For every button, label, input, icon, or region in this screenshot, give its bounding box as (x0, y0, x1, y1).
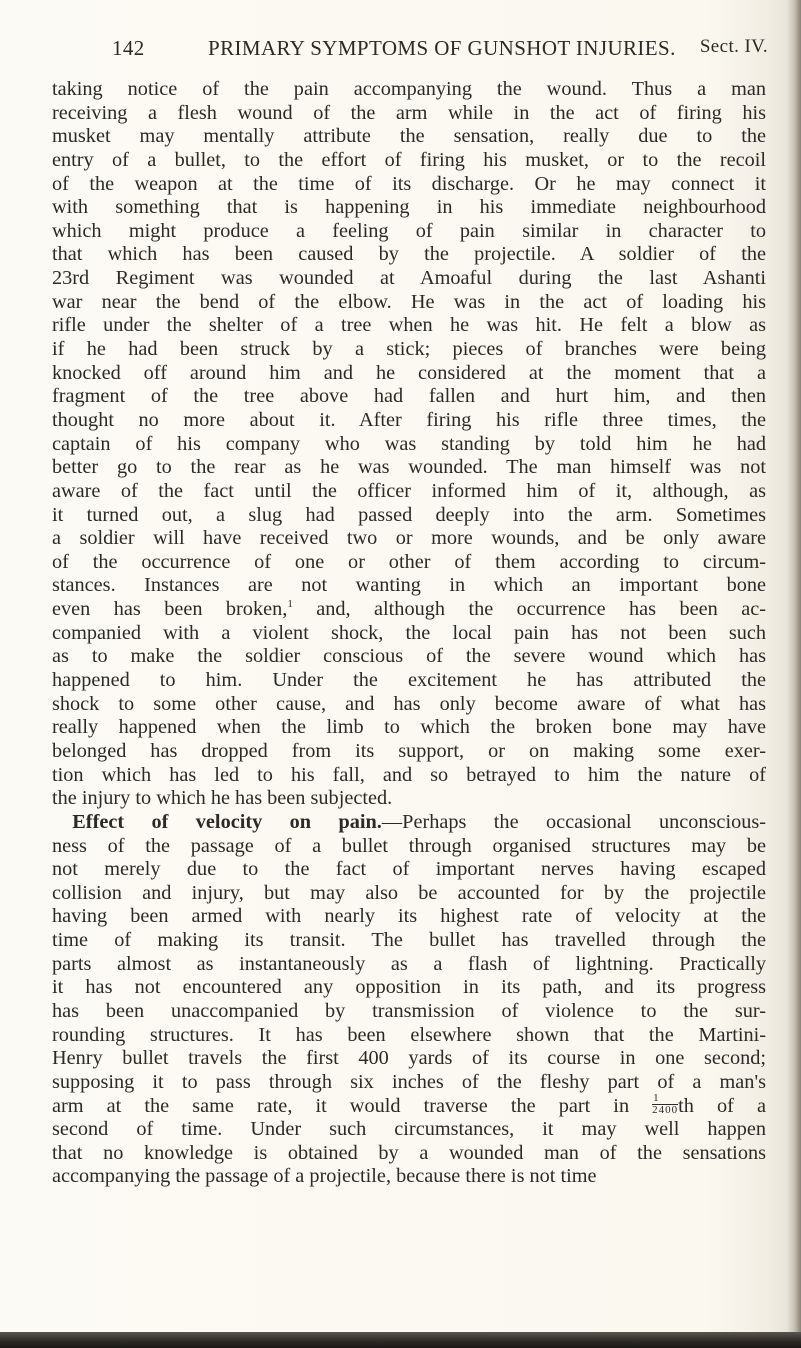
text-line: better go to the rear as he was wounded. The man himself was not (52, 456, 766, 479)
fraction (652, 1093, 678, 1116)
text-fragment: even has been broken, (52, 598, 288, 621)
text-line: with something that is happening in his immediate neighbourhood (52, 196, 766, 219)
text-line: shock to some other cause, and has only become aware of what has (52, 692, 766, 715)
text-line: belonged has dropped from its support, or on making some exer- (52, 739, 766, 762)
fraction-numerator: 1 (652, 1093, 678, 1105)
text-line: the injury to which he has been subjected. (52, 787, 393, 810)
text-line: parts almost as instantaneously as a flash of lightning. Practically (52, 952, 766, 975)
body-text (52, 78, 766, 1189)
text-line: of the occurrence of one or other of them according to circum- (52, 550, 766, 573)
text-line: that no knowledge is obtained by a wounded man of the sensations (52, 1141, 766, 1164)
text-fragment: and, although the occurrence has been ac- (292, 598, 766, 621)
text-line: collision and injury, but may also be accounted for by the projectile (52, 881, 766, 904)
text-line: taking notice of the pain accompanying the wound. Thus a man (52, 78, 766, 100)
section-heading-velocity: Effect of velocity on pain. (72, 810, 382, 833)
text-line: as to make the soldier conscious of the severe wound which has (52, 645, 766, 668)
text-line: captain of his company who was standing by told him he had (52, 432, 766, 455)
paragraph-start-velocity (52, 811, 766, 835)
page-edge-shadow (787, 0, 801, 1348)
text-line: stances. Instances are not wanting in which an important bone (52, 574, 766, 597)
text-line-with-fraction (52, 1092, 766, 1119)
text-line: time of making its transit. The bullet has travelled through the (52, 929, 766, 952)
text-fragment: arm at the same rate, it would traverse the part in (52, 1094, 630, 1117)
text-line: really happened when the limb to which the broken bone may have (52, 716, 766, 739)
text-line: a soldier will have received two or more wounds, and be only aware (52, 527, 766, 550)
text-line: it turned out, a slug had passed deeply into the arm. Sometimes (52, 503, 766, 526)
section-label: Sect. IV. (699, 36, 768, 57)
text-line: of the weapon at the time of its discharge. Or he may connect it (52, 172, 766, 195)
text-line: rounding structures. It has been elsewhere shown that the Martini- (52, 1023, 766, 1046)
text-line: ness of the passage of a bullet through organised structures may be (52, 834, 766, 857)
text-line: fragment of the tree above had fallen and hurt him, and then (52, 385, 766, 408)
text-line: second of time. Under such circumstances, it may well happen (52, 1118, 766, 1141)
text-line: receiving a flesh wound of the arm while in the act of firing his (52, 101, 766, 124)
footnote-marker[interactable]: 1 (287, 598, 293, 611)
text-line: not merely due to the fact of important nerves having escaped (52, 858, 766, 881)
text-line: which might produce a feeling of pain similar in character to (52, 219, 766, 242)
text-line: having been armed with nearly its highest rate of velocity at the (52, 905, 766, 928)
text-fragment: th of a (678, 1094, 766, 1117)
text-line: knocked off around him and he considered at the moment that a (52, 361, 766, 384)
text-line: rifle under the shelter of a tree when he was hit. He felt a blow as (52, 314, 766, 337)
page-bottom-edge (0, 1332, 801, 1348)
text-line: entry of a bullet, to the effort of firing his musket, or to the recoil (52, 148, 766, 171)
fraction-denominator: 2400 (652, 1104, 679, 1117)
running-header (112, 36, 768, 64)
text-line: companied with a violent shock, the local pain has not been such (52, 621, 766, 644)
text-line: war near the bend of the elbow. He was in the act of loading his (52, 290, 766, 313)
text-line: aware of the fact until the officer informed him of it, although, as (52, 479, 766, 502)
text-fragment: —Perhaps the occasional unconscious- (381, 810, 767, 833)
text-line: that which has been caused by the projectile. A soldier of the (52, 243, 766, 266)
text-line: tion which has led to his fall, and so betrayed to him the nature of (52, 763, 766, 786)
text-line-with-footnote (52, 598, 766, 622)
text-line: musket may mentally attribute the sensation, really due to the (52, 125, 766, 148)
text-line: 23rd Regiment was wounded at Amoaful during the last Ashanti (52, 267, 766, 290)
text-line: happened to him. Under the excitement he has attributed the (52, 669, 766, 692)
text-line: accompanying the passage of a projectile, because there is not time (52, 1165, 597, 1188)
text-line: thought no more about it. After firing his rifle three times, the (52, 408, 766, 431)
text-line: has been unaccompanied by transmission of violence to the sur- (52, 999, 766, 1022)
text-line: supposing it to pass through six inches of the fleshy part of a man's (52, 1070, 766, 1093)
running-title: PRIMARY SYMPTOMS OF GUNSHOT INJURIES. (208, 36, 676, 60)
text-line: it has not encountered any opposition in its path, and its progress (52, 976, 766, 999)
text-line: Henry bullet travels the first 400 yards of its course in one second; (52, 1047, 766, 1070)
text-line: if he had been struck by a stick; pieces of branches were being (52, 338, 766, 361)
page-number: 142 (112, 36, 145, 60)
